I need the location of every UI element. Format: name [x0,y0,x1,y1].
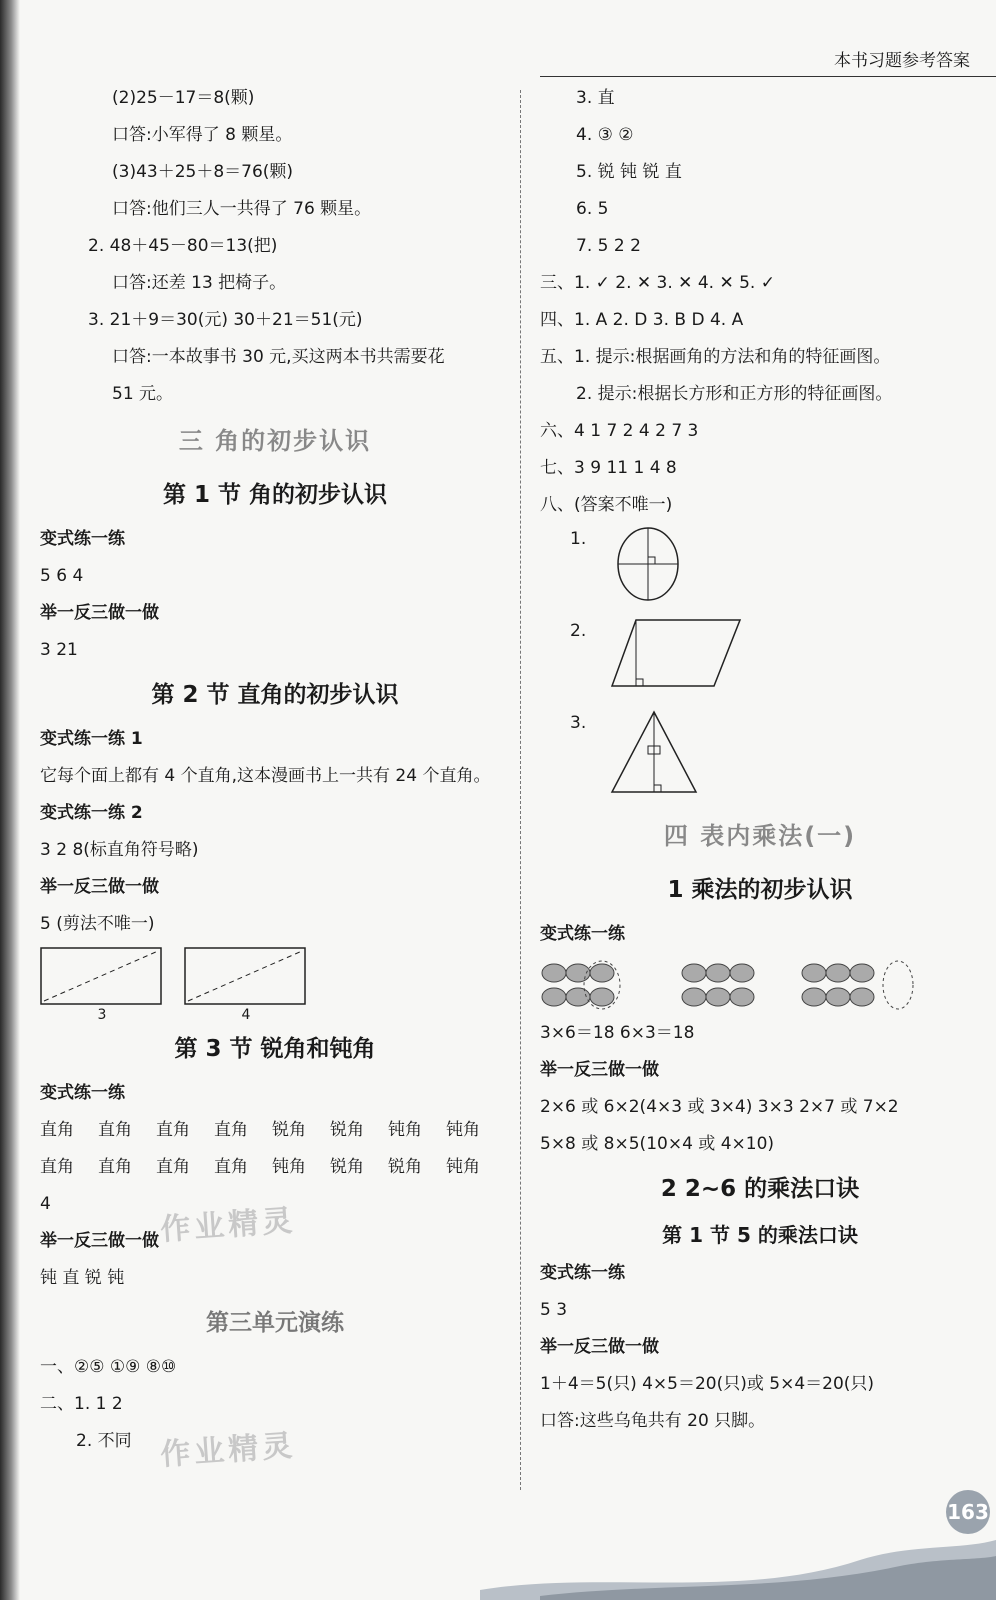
figure-label: 3 [97,1007,107,1023]
answer-figure-row [540,524,980,616]
unit-title: 四 表内乘法(一) [663,822,857,850]
answer-line: 3. 21＋9＝30(元) 30＋21＝51(元) [88,310,363,330]
answer-line: 口答:一本故事书 30 元,买这两本书共需要花 [112,347,445,367]
header-rule [540,76,996,77]
angle-answer: 钝角 [446,1157,480,1177]
answer-line: 3. 直 [576,88,615,108]
answer-line: 口答:小军得了 8 颗星。 [112,125,293,145]
answer-line: 2. 不同 [76,1431,132,1451]
rectangle-cut-figure [184,947,308,1023]
answer-line: 2. 提示:根据长方形和正方形的特征画图。 [576,384,893,404]
answer-line: 5 6 4 [40,566,84,586]
figure-label: 4 [241,1007,251,1023]
watermark: 作业精灵 [159,1428,298,1473]
answer-line: 4. ③ ② [576,125,634,145]
angle-answer: 锐角 [330,1157,364,1177]
angle-answer: 直角 [98,1120,132,1140]
answer-line: 2×6 或 6×2(4×3 或 3×4) 3×3 2×7 或 7×2 [540,1097,899,1117]
right-column [540,80,980,1440]
answer-line: 口答:还差 13 把椅子。 [112,273,287,293]
turtle-group-icon [540,959,640,1011]
exercise-heading: 变式练一练 1 [40,729,143,749]
exercise-heading: 举一反三做一做 [540,1060,659,1080]
unit-title: 三 角的初步认识 [178,427,372,455]
exercise-heading: 举一反三做一做 [40,603,159,623]
answer-line: 5. 锐 钝 锐 直 [576,162,682,182]
answer-line: 4 [40,1194,51,1214]
rectangle-diagonal-diagram [40,947,164,1007]
exercise-heading: 变式练一练 2 [40,803,143,823]
answer-line: 钝 直 锐 钝 [40,1268,125,1288]
answer-line: 5 3 [540,1300,568,1320]
answer-line: 3 21 [40,640,78,660]
answer-line: 三、1. ✓ 2. ✕ 3. ✕ 4. ✕ 5. ✓ [540,273,775,293]
angle-answer: 直角 [214,1157,248,1177]
column-divider [520,90,521,1490]
angle-answer: 直角 [156,1120,190,1140]
answer-line: 七、3 9 11 1 4 8 [540,458,677,478]
rectangle-diagonal-diagram [184,947,308,1007]
angle-answer: 钝角 [272,1157,306,1177]
rectangle-cut-figure [40,947,164,1023]
answer-line: 二、1. 1 2 [40,1394,123,1414]
cut-figures [40,947,510,1023]
answer-paragraph: 它每个面上都有 4 个直角,这本漫画书上一共有 24 个直角。 [40,766,491,786]
answer-figure-row [540,616,980,708]
watermark: 作业精灵 [159,1203,298,1248]
exercise-heading: 变式练一练 [540,1263,625,1283]
review-title: 第三单元演练 [206,1310,344,1336]
exercise-heading: 变式练一练 [540,924,625,944]
subsection-title: 第 1 节 5 的乘法口诀 [662,1223,858,1247]
answer-line: 6. 5 [576,199,609,219]
ellipse-symmetry-diagram [610,524,690,604]
section-title: 1 乘法的初步认识 [667,877,853,903]
answer-line: 口答:这些乌龟共有 20 只脚。 [540,1411,766,1431]
exercise-heading: 举一反三做一做 [40,877,159,897]
exercise-heading: 变式练一练 [40,1083,125,1103]
answer-line: 1＋4＝5(只) 4×5＝20(只)或 5×4＝20(只) [540,1374,875,1394]
section-title: 第 2 节 直角的初步认识 [151,682,399,708]
angle-answers-row [40,1149,510,1186]
angle-answer: 直角 [40,1157,74,1177]
figure-number: 3. [570,713,587,733]
book-spine-shadow [0,0,20,1600]
section-title: 第 3 节 锐角和钝角 [174,1036,376,1062]
answer-line: 3×6＝18 6×3＝18 [540,1023,695,1043]
left-column [40,80,510,1460]
answer-line: 3 2 8(标直角符号略) [40,840,199,860]
answer-line: 八、(答案不唯一) [540,495,673,515]
figure-number: 1. [570,529,587,549]
turtle-group-icon [800,959,916,1011]
parallelogram-height-diagram [610,616,750,696]
section-title: 2 2~6 的乘法口诀 [660,1176,860,1202]
answer-line: 2. 48＋45－80＝13(把) [88,236,278,256]
answer-line: (2)25－17＝8(颗) [112,88,255,108]
grouping-illustration [540,959,980,1011]
exercise-heading: 变式练一练 [40,529,125,549]
answer-line: 六、4 1 7 2 4 2 7 3 [540,421,699,441]
answer-figure-row [540,708,980,808]
answer-line: 5 (剪法不唯一) [40,914,155,934]
exercise-heading: 举一反三做一做 [40,1231,159,1251]
answer-line: 一、②⑤ ①⑨ ⑧⑩ [40,1357,177,1377]
angle-answers-row [40,1112,510,1149]
answer-line: 5×8 或 8×5(10×4 或 4×10) [540,1134,775,1154]
angle-answer: 直角 [214,1120,248,1140]
angle-answer: 直角 [156,1157,190,1177]
answer-line: 7. 5 2 2 [576,236,641,256]
figure-number: 2. [570,621,587,641]
angle-answer: 直角 [98,1157,132,1177]
angle-answer: 锐角 [388,1157,422,1177]
exercise-heading: 举一反三做一做 [540,1337,659,1357]
answer-line: 51 元。 [112,384,174,404]
answer-line: 四、1. A 2. D 3. B D 4. A [540,310,744,330]
angle-answer: 直角 [40,1120,74,1140]
angle-answer: 钝角 [388,1120,422,1140]
answer-line: 口答:他们三人一共得了 76 颗星。 [112,199,372,219]
angle-answer: 锐角 [330,1120,364,1140]
turtle-group-icon [680,959,760,1011]
page-header: 本书习题参考答案 [834,51,970,71]
decorative-wave [480,1530,996,1600]
angle-answer: 锐角 [272,1120,306,1140]
answer-line: 五、1. 提示:根据画角的方法和角的特征画图。 [540,347,891,367]
triangle-height-diagram [610,708,700,798]
page-number-badge: 163 [946,1490,990,1534]
angle-answer: 钝角 [446,1120,480,1140]
section-title: 第 1 节 角的初步认识 [162,482,388,508]
answer-line: (3)43＋25＋8＝76(颗) [112,162,294,182]
